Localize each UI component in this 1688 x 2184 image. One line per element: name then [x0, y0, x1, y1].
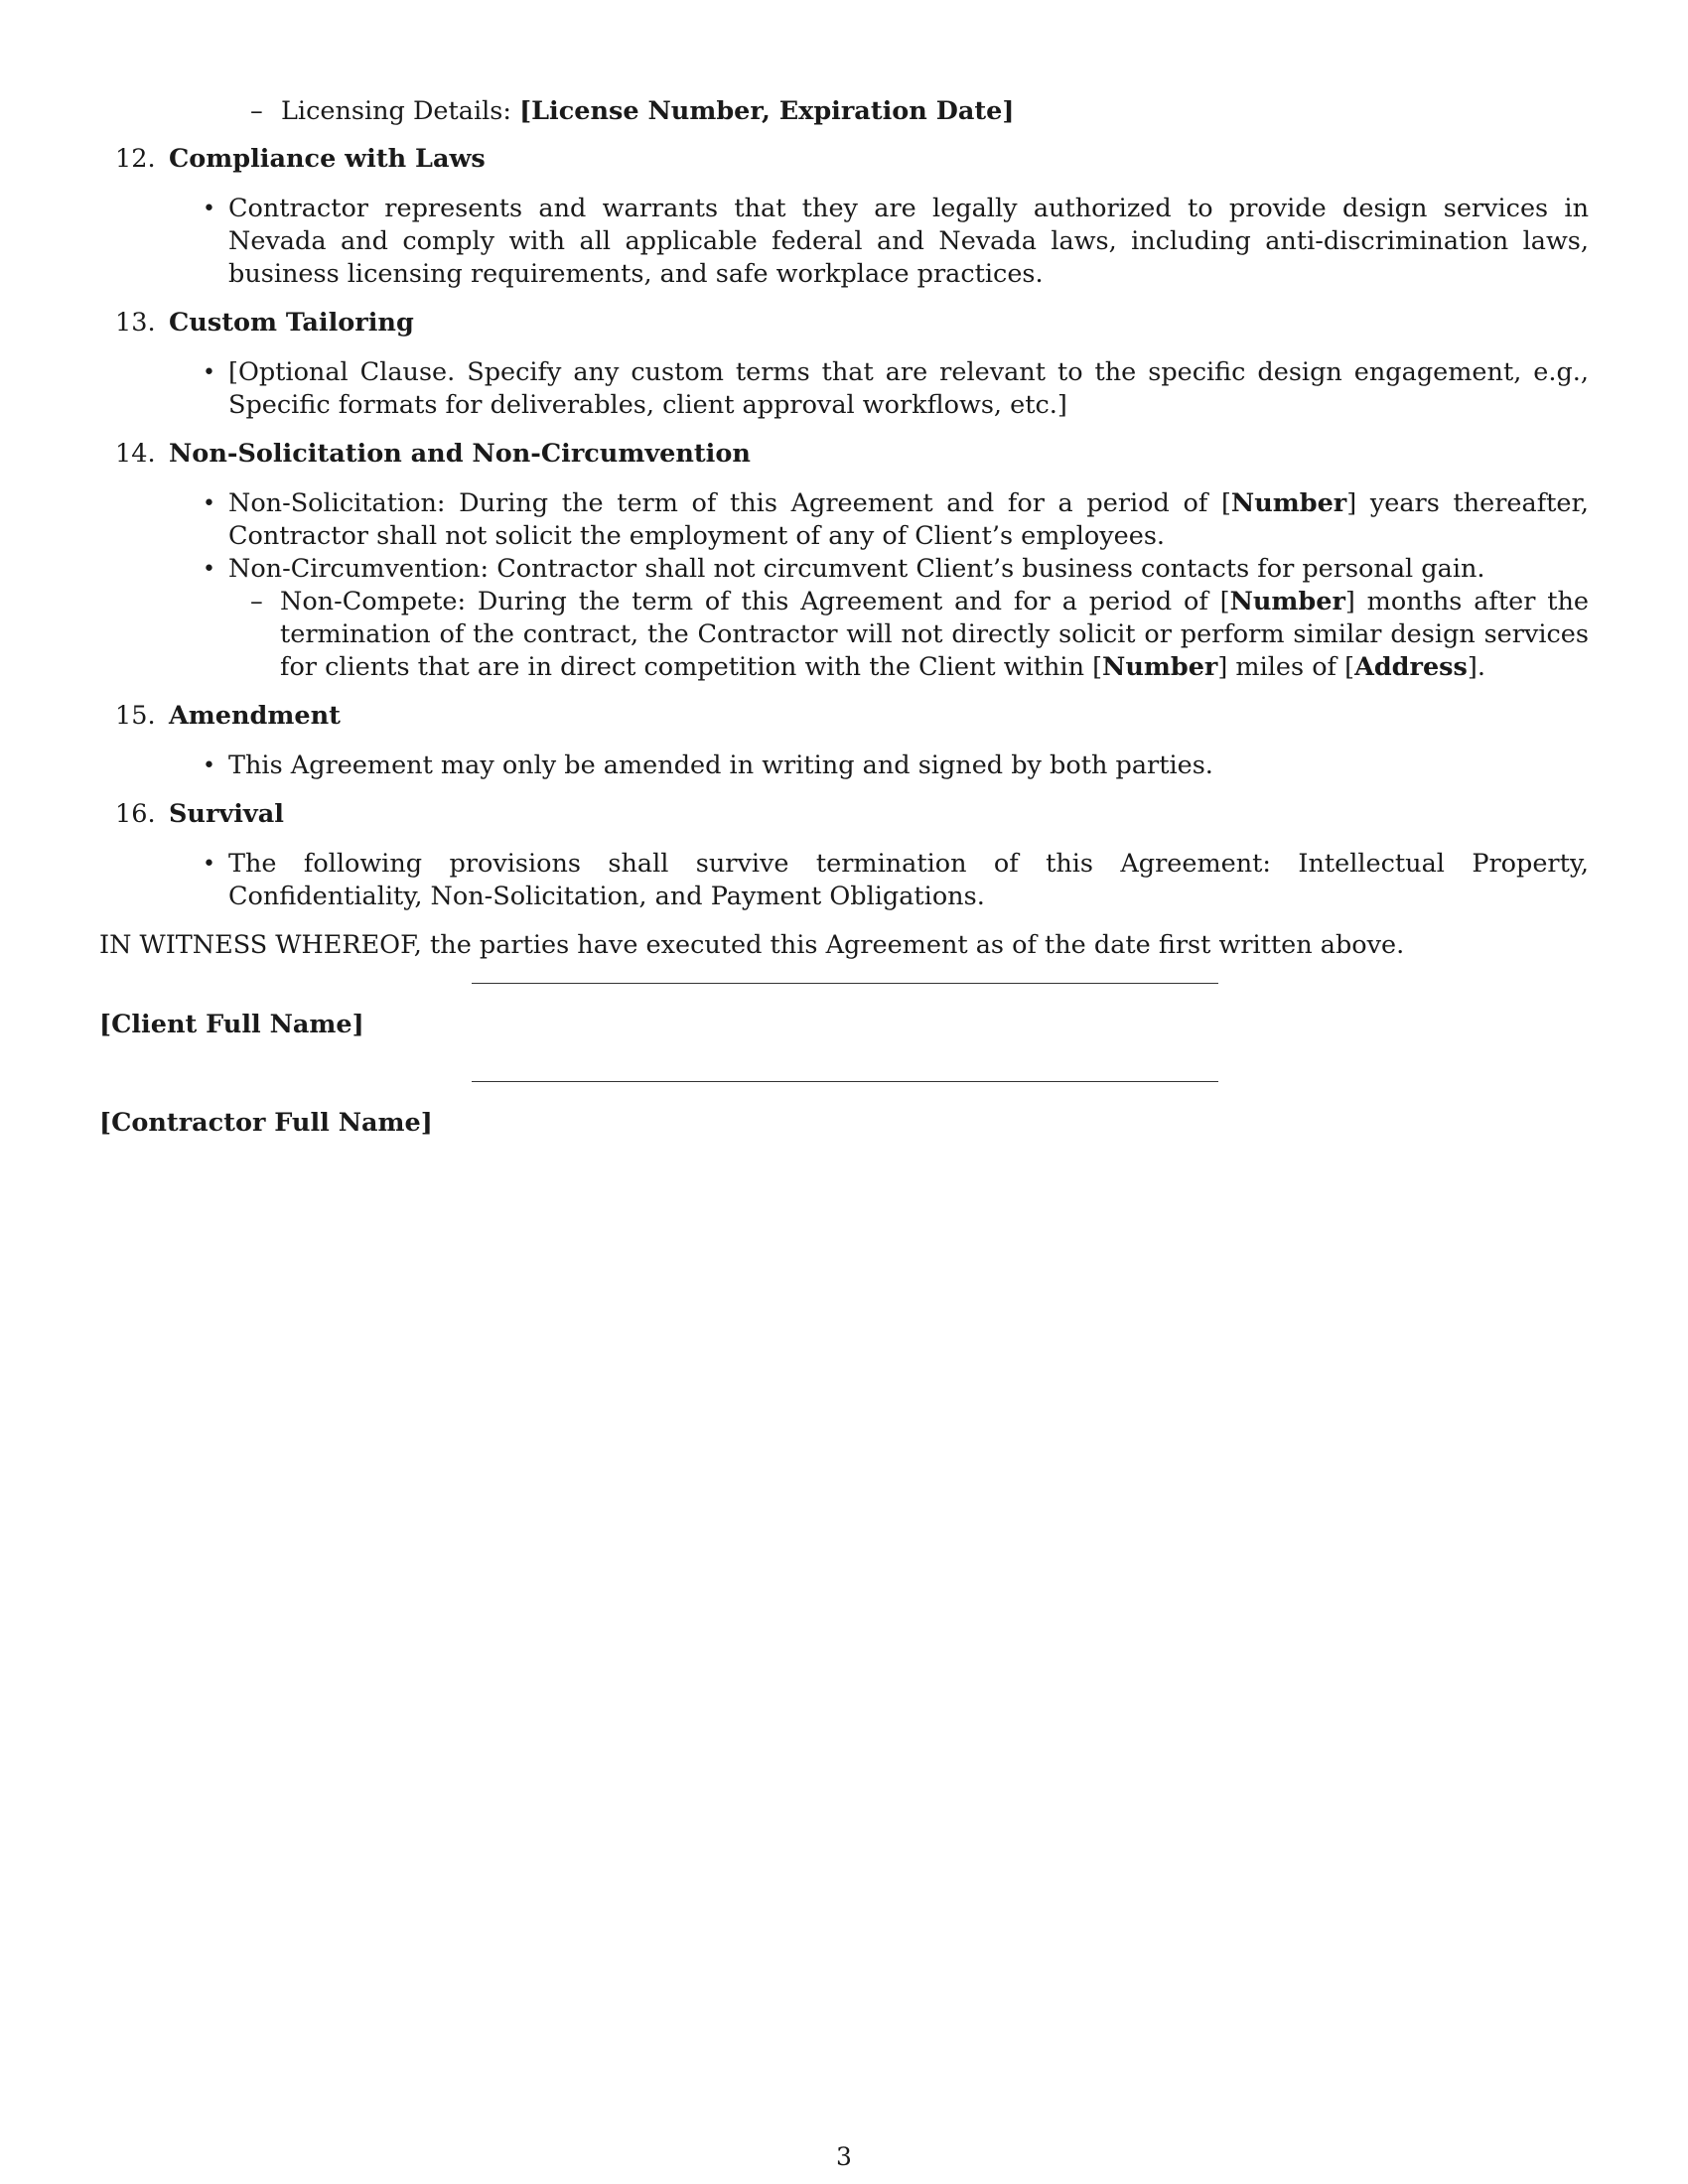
section-15-number: 15.: [115, 701, 156, 731]
section-13-title: Custom Tailoring: [169, 308, 414, 338]
list-item: [99, 750, 1589, 782]
section-15-title: Amendment: [169, 701, 341, 731]
licensing-details-label: Licensing Details:: [281, 96, 520, 126]
section-14-sub-part-c: ] months after the termination of the contract, the Contractor will not directly solicit or perform similar design services for clients that are in direct competition with the Client within [: [280, 587, 1589, 682]
client-signature-line: [472, 983, 1218, 984]
page-number: 3: [836, 2142, 852, 2171]
section-16-number: 16.: [115, 799, 156, 829]
section-14-sub-part-a: Non-Compete: During the term of this Agreement and for a period of [: [280, 587, 1230, 616]
bullet-marker: •: [203, 557, 215, 582]
section-15-heading: [99, 700, 1589, 733]
section-12-heading: [99, 143, 1589, 176]
contractor-signature-block: [99, 1059, 1589, 1157]
section-14-sub-part-d: Number: [1102, 652, 1218, 682]
section-14: [99, 438, 1589, 684]
bullet-marker: •: [203, 360, 215, 385]
list-item: [99, 193, 1589, 291]
document-page: [99, 95, 1589, 1157]
list-item: [99, 848, 1589, 913]
contractor-signature-line: [472, 1081, 1218, 1082]
bullet-marker: •: [203, 197, 215, 221]
licensing-details-value: [License Number, Expiration Date]: [519, 96, 1015, 126]
section-16-title: Survival: [169, 799, 284, 829]
section-13-heading: [99, 307, 1589, 340]
list-item: [99, 553, 1589, 586]
section-14-title: Non-Solicitation and Non-Circumvention: [169, 439, 751, 469]
section-12: [99, 143, 1589, 291]
client-signature-block: [99, 962, 1589, 1059]
section-14-sub-part-e: ] miles of [: [1217, 652, 1355, 682]
witness-statement: IN WITNESS WHEREOF, the parties have executed this Agreement as of the date first written above.: [99, 930, 1405, 960]
section-15-item-1: This Agreement may only be amended in writing and signed by both parties.: [228, 751, 1213, 780]
bullet-marker: •: [203, 852, 215, 877]
list-item: [99, 356, 1589, 422]
section-14-sub-part-f: Address: [1354, 652, 1468, 682]
section-14-subitem: [99, 586, 1589, 684]
contractor-name: [Contractor Full Name]: [99, 1108, 433, 1138]
section-13-item-1: [Optional Clause. Specify any custom terms that are relevant to the specific design engagement, e.g., Specific formats for deliverables, client approval workflows, etc.]: [228, 357, 1589, 420]
licensing-details-item: [99, 95, 1589, 128]
section-13: [99, 307, 1589, 422]
section-16: [99, 798, 1589, 913]
section-14-number: 14.: [115, 439, 156, 469]
section-14-item-1-part-b: Number: [1230, 488, 1347, 518]
section-14-item-2: Non-Circumvention: Contractor shall not circumvent Client’s business contacts for personal gain.: [228, 554, 1485, 584]
section-14-sub-part-b: Number: [1229, 587, 1345, 616]
list-item: [99, 487, 1589, 553]
section-14-sub-part-g: ].: [1467, 652, 1485, 682]
section-16-heading: [99, 798, 1589, 831]
section-14-item-1-part-c: ] years thereafter, Contractor shall not solicit the employment of any of Client’s employees.: [228, 488, 1589, 551]
section-12-title: Compliance with Laws: [169, 144, 486, 174]
section-16-item-1: The following provisions shall survive termination of this Agreement: Intellectual Property, Confidentiality, Non-Solicitation, and Payment Obligations.: [228, 849, 1589, 911]
client-name: [Client Full Name]: [99, 1010, 364, 1039]
bullet-marker: •: [203, 753, 215, 778]
dash-marker: –: [250, 96, 263, 126]
dash-marker: –: [250, 587, 263, 616]
section-15: [99, 700, 1589, 782]
section-14-heading: [99, 438, 1589, 471]
section-13-number: 13.: [115, 308, 156, 338]
section-12-item-1: Contractor represents and warrants that they are legally authorized to provide design services in Nevada and comply with all applicable federal and Nevada laws, including anti-discrimination laws, business licensing requirements, and safe workplace practices.: [228, 194, 1589, 289]
bullet-marker: •: [203, 491, 215, 516]
section-14-item-1-part-a: Non-Solicitation: During the term of this Agreement and for a period of [: [228, 488, 1231, 518]
section-12-number: 12.: [115, 144, 156, 174]
